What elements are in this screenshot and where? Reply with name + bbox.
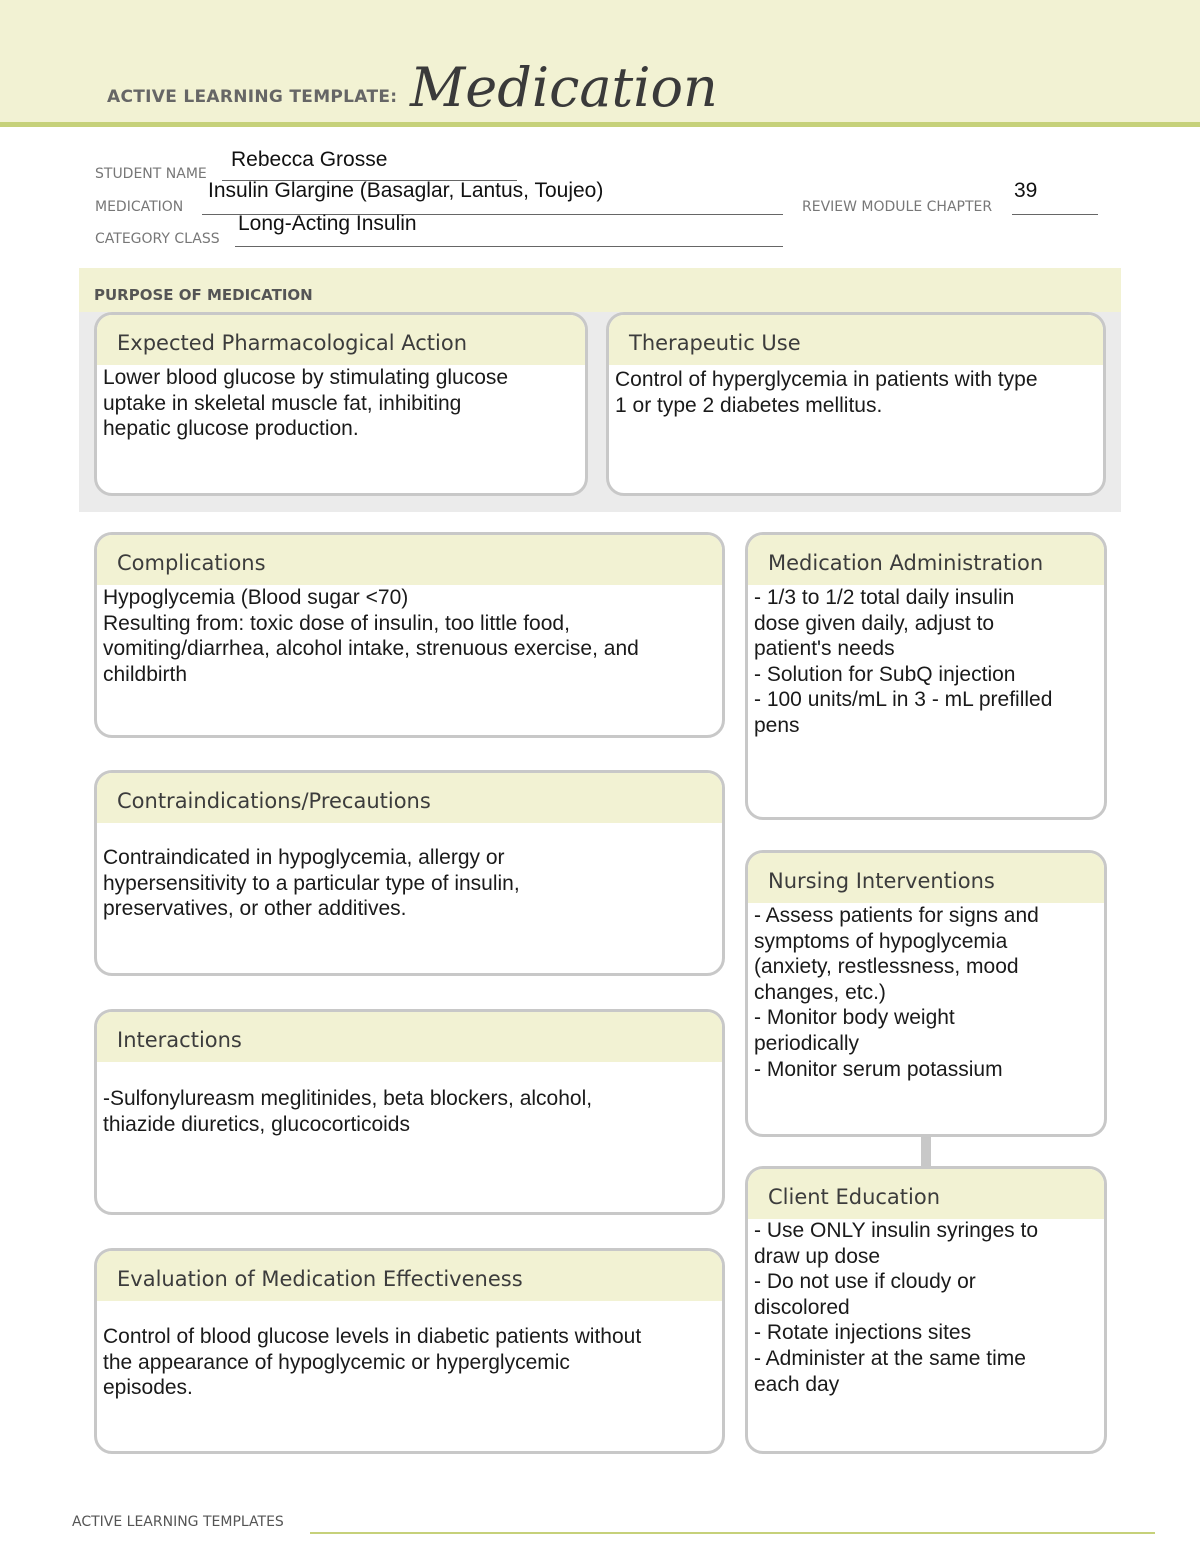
text-line: each day bbox=[754, 1372, 840, 1396]
text-line: - Solution for SubQ injection bbox=[754, 662, 1016, 686]
contraindications-card bbox=[94, 770, 725, 976]
student-name-field[interactable]: Rebecca Grosse bbox=[231, 148, 388, 171]
footer-text: ACTIVE LEARNING TEMPLATES bbox=[72, 1514, 284, 1530]
administration-text[interactable] bbox=[754, 585, 1098, 739]
text-line: Contraindicated in hypoglycemia, allergy or bbox=[103, 846, 505, 869]
medication-label: MEDICATION bbox=[95, 199, 184, 215]
card-title: Therapeutic Use bbox=[629, 331, 801, 355]
text-line: preservatives, or other additives. bbox=[103, 897, 407, 921]
card-title: Expected Pharmacological Action bbox=[117, 331, 468, 355]
contraindications-text[interactable] bbox=[103, 845, 716, 922]
text-line: discolored bbox=[754, 1295, 850, 1319]
text-line: - Use ONLY insulin syringes to bbox=[754, 1219, 1039, 1242]
card-title: Contraindications/Precautions bbox=[117, 789, 431, 813]
text-line: - 1/3 to 1/2 total daily insulin bbox=[754, 586, 1015, 609]
text-line: Control of hyperglycemia in patients with type bbox=[615, 368, 1038, 391]
category-field[interactable]: Long-Acting Insulin bbox=[238, 212, 417, 235]
complications-text[interactable] bbox=[103, 585, 716, 687]
review-module-label: REVIEW MODULE CHAPTER bbox=[802, 199, 993, 215]
text-line: - 100 units/mL in 3 - mL prefilled bbox=[754, 688, 1053, 712]
interactions-card bbox=[94, 1009, 725, 1215]
text-line: - Assess patients for signs and bbox=[754, 904, 1039, 927]
header-divider bbox=[0, 122, 1200, 127]
text-line: hepatic glucose production. bbox=[103, 417, 359, 441]
card-title: Medication Administration bbox=[768, 551, 1044, 575]
template-title: Medication bbox=[410, 56, 718, 119]
text-line: - Administer at the same time bbox=[754, 1346, 1026, 1370]
card-title: Evaluation of Medication Effectiveness bbox=[117, 1267, 523, 1291]
review-module-line bbox=[1012, 214, 1098, 215]
text-line: changes, etc.) bbox=[754, 980, 886, 1004]
text-line: - Monitor body weight bbox=[754, 1006, 955, 1030]
medication-field[interactable]: Insulin Glargine (Basaglar, Lantus, Toujeo) bbox=[208, 179, 604, 202]
text-line: -Sulfonylureasm meglitinides, beta blockers, alcohol, bbox=[103, 1087, 593, 1110]
text-line: hypersensitivity to a particular type of insulin, bbox=[103, 871, 520, 895]
text-line: patient's needs bbox=[754, 637, 895, 661]
nursing-interventions-text[interactable] bbox=[754, 903, 1098, 1082]
text-line: Lower blood glucose by stimulating glucose bbox=[103, 366, 509, 389]
card-title: Nursing Interventions bbox=[768, 869, 995, 893]
card-title: Complications bbox=[117, 551, 266, 575]
text-line: - Rotate injections sites bbox=[754, 1321, 972, 1345]
interactions-text[interactable] bbox=[103, 1086, 716, 1137]
text-line: - Do not use if cloudy or bbox=[754, 1270, 976, 1294]
text-line: - Monitor serum potassium bbox=[754, 1057, 1003, 1081]
text-line: symptoms of hypoglycemia bbox=[754, 929, 1008, 953]
template-prefix: ACTIVE LEARNING TEMPLATE: bbox=[107, 87, 398, 107]
complications-card bbox=[94, 532, 725, 738]
text-line: vomiting/diarrhea, alcohol intake, strenuous exercise, and bbox=[103, 637, 639, 661]
administration-card bbox=[745, 532, 1107, 820]
text-line: childbirth bbox=[103, 662, 188, 686]
category-label: CATEGORY CLASS bbox=[95, 231, 220, 247]
client-education-text[interactable] bbox=[754, 1218, 1098, 1397]
purpose-title: PURPOSE OF MEDICATION bbox=[94, 286, 313, 304]
text-line: Resulting from: toxic dose of insulin, too little food, bbox=[103, 611, 570, 635]
evaluation-text[interactable] bbox=[103, 1324, 716, 1401]
text-line: Control of blood glucose levels in diabetic patients without bbox=[103, 1325, 642, 1348]
text-line: (anxiety, restlessness, mood bbox=[754, 955, 1019, 979]
client-education-card bbox=[745, 1166, 1107, 1454]
nursing-interventions-card bbox=[745, 850, 1107, 1137]
student-name-label: STUDENT NAME bbox=[95, 166, 207, 182]
review-module-field[interactable]: 39 bbox=[1014, 179, 1038, 202]
text-line: dose given daily, adjust to bbox=[754, 611, 995, 635]
text-line: 1 or type 2 diabetes mellitus. bbox=[615, 393, 883, 417]
card-connector bbox=[921, 1134, 931, 1166]
evaluation-card bbox=[94, 1248, 725, 1454]
text-line: the appearance of hypoglycemic or hyperglycemic bbox=[103, 1350, 570, 1374]
text-line: thiazide diuretics, glucocorticoids bbox=[103, 1112, 410, 1136]
card-title: Client Education bbox=[768, 1185, 941, 1209]
therapeutic-use-card bbox=[606, 312, 1106, 496]
text-line: uptake in skeletal muscle fat, inhibiting bbox=[103, 391, 462, 415]
therapeutic-use-text[interactable] bbox=[615, 367, 1097, 418]
category-line bbox=[235, 246, 783, 247]
text-line: periodically bbox=[754, 1031, 860, 1055]
text-line: pens bbox=[754, 713, 800, 737]
footer-divider bbox=[310, 1532, 1155, 1534]
expected-action-card bbox=[94, 312, 588, 496]
expected-action-text[interactable] bbox=[103, 365, 579, 442]
text-line: Hypoglycemia (Blood sugar <70) bbox=[103, 586, 409, 609]
text-line: episodes. bbox=[103, 1376, 193, 1400]
card-title: Interactions bbox=[117, 1028, 242, 1052]
text-line: draw up dose bbox=[754, 1244, 881, 1268]
